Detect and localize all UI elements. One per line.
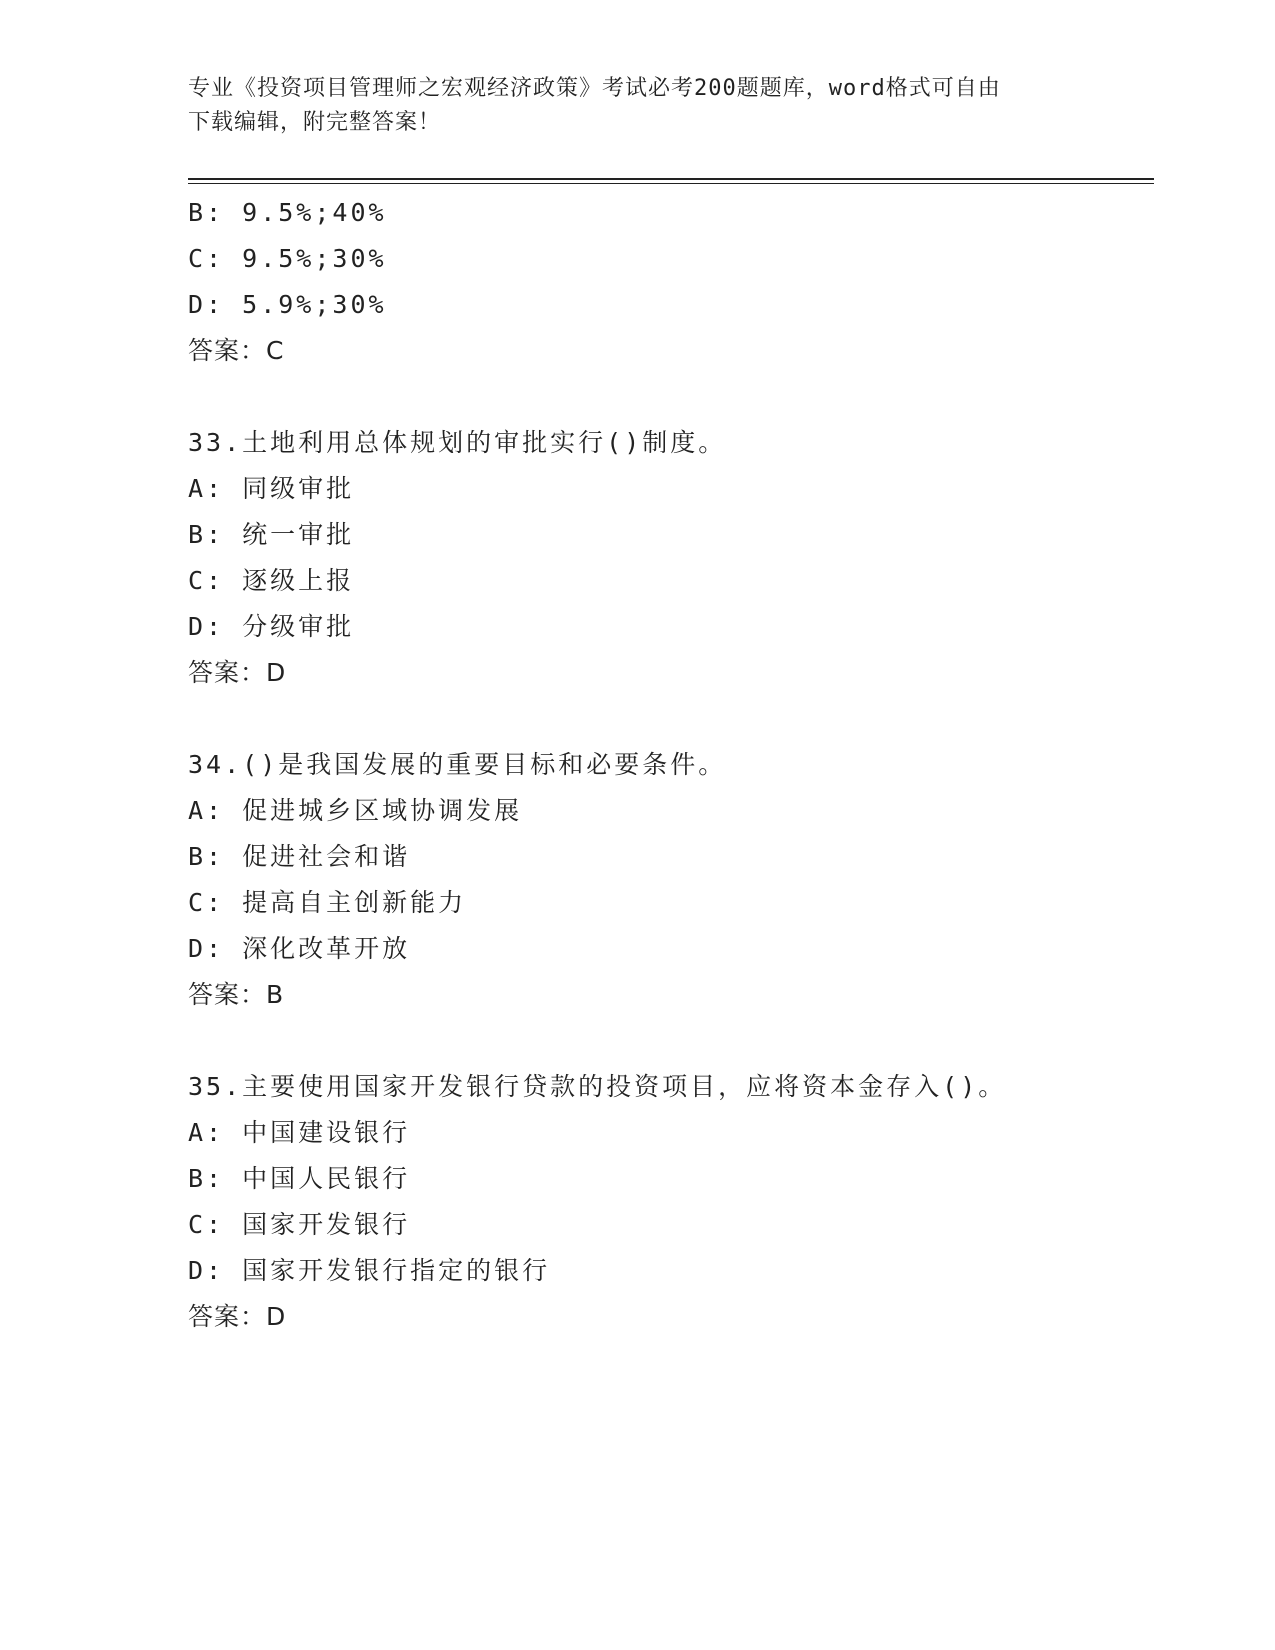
option-b: B: 促进社会和谐 (188, 842, 411, 871)
option-c: C: 国家开发银行 (188, 1210, 411, 1239)
answer-line: 答案：D (188, 1302, 287, 1331)
question-list (188, 190, 1148, 1340)
option-a: A: 中国建设银行 (188, 1118, 411, 1147)
question-stem: 33.土地利用总体规划的审批实行()制度。 (188, 428, 727, 457)
answer-line: 答案：D (188, 658, 287, 687)
question-33 (188, 420, 1148, 696)
question-stem: 35.主要使用国家开发银行贷款的投资项目，应将资本金存入()。 (188, 1072, 1007, 1101)
option-d: D: 5.9%;30% (188, 290, 387, 319)
answer-line: 答案：C (188, 336, 285, 365)
header-rule-thin (188, 183, 1154, 184)
option-a: A: 促进城乡区域协调发展 (188, 796, 523, 825)
header-rule-thick (188, 178, 1154, 180)
option-b: B: 中国人民银行 (188, 1164, 411, 1193)
header-line-2: 下载编辑，附完整答案！ (188, 110, 442, 135)
header-line-1: 专业《投资项目管理师之宏观经济政策》考试必考200题题库，word格式可自由 (188, 76, 1001, 101)
question-stem: 34.()是我国发展的重要目标和必要条件。 (188, 750, 727, 779)
option-b: B: 9.5%;40% (188, 198, 387, 227)
prev-question-block (188, 190, 1148, 374)
option-d: D: 国家开发银行指定的银行 (188, 1256, 551, 1285)
question-34 (188, 742, 1148, 1018)
option-c: C: 逐级上报 (188, 566, 355, 595)
option-c: C: 提高自主创新能力 (188, 888, 467, 917)
option-d: D: 深化改革开放 (188, 934, 411, 963)
document-header (188, 72, 1088, 140)
question-35 (188, 1064, 1148, 1340)
option-d: D: 分级审批 (188, 612, 355, 641)
option-c: C: 9.5%;30% (188, 244, 387, 273)
option-a: A: 同级审批 (188, 474, 355, 503)
option-b: B: 统一审批 (188, 520, 355, 549)
answer-line: 答案：B (188, 980, 285, 1009)
